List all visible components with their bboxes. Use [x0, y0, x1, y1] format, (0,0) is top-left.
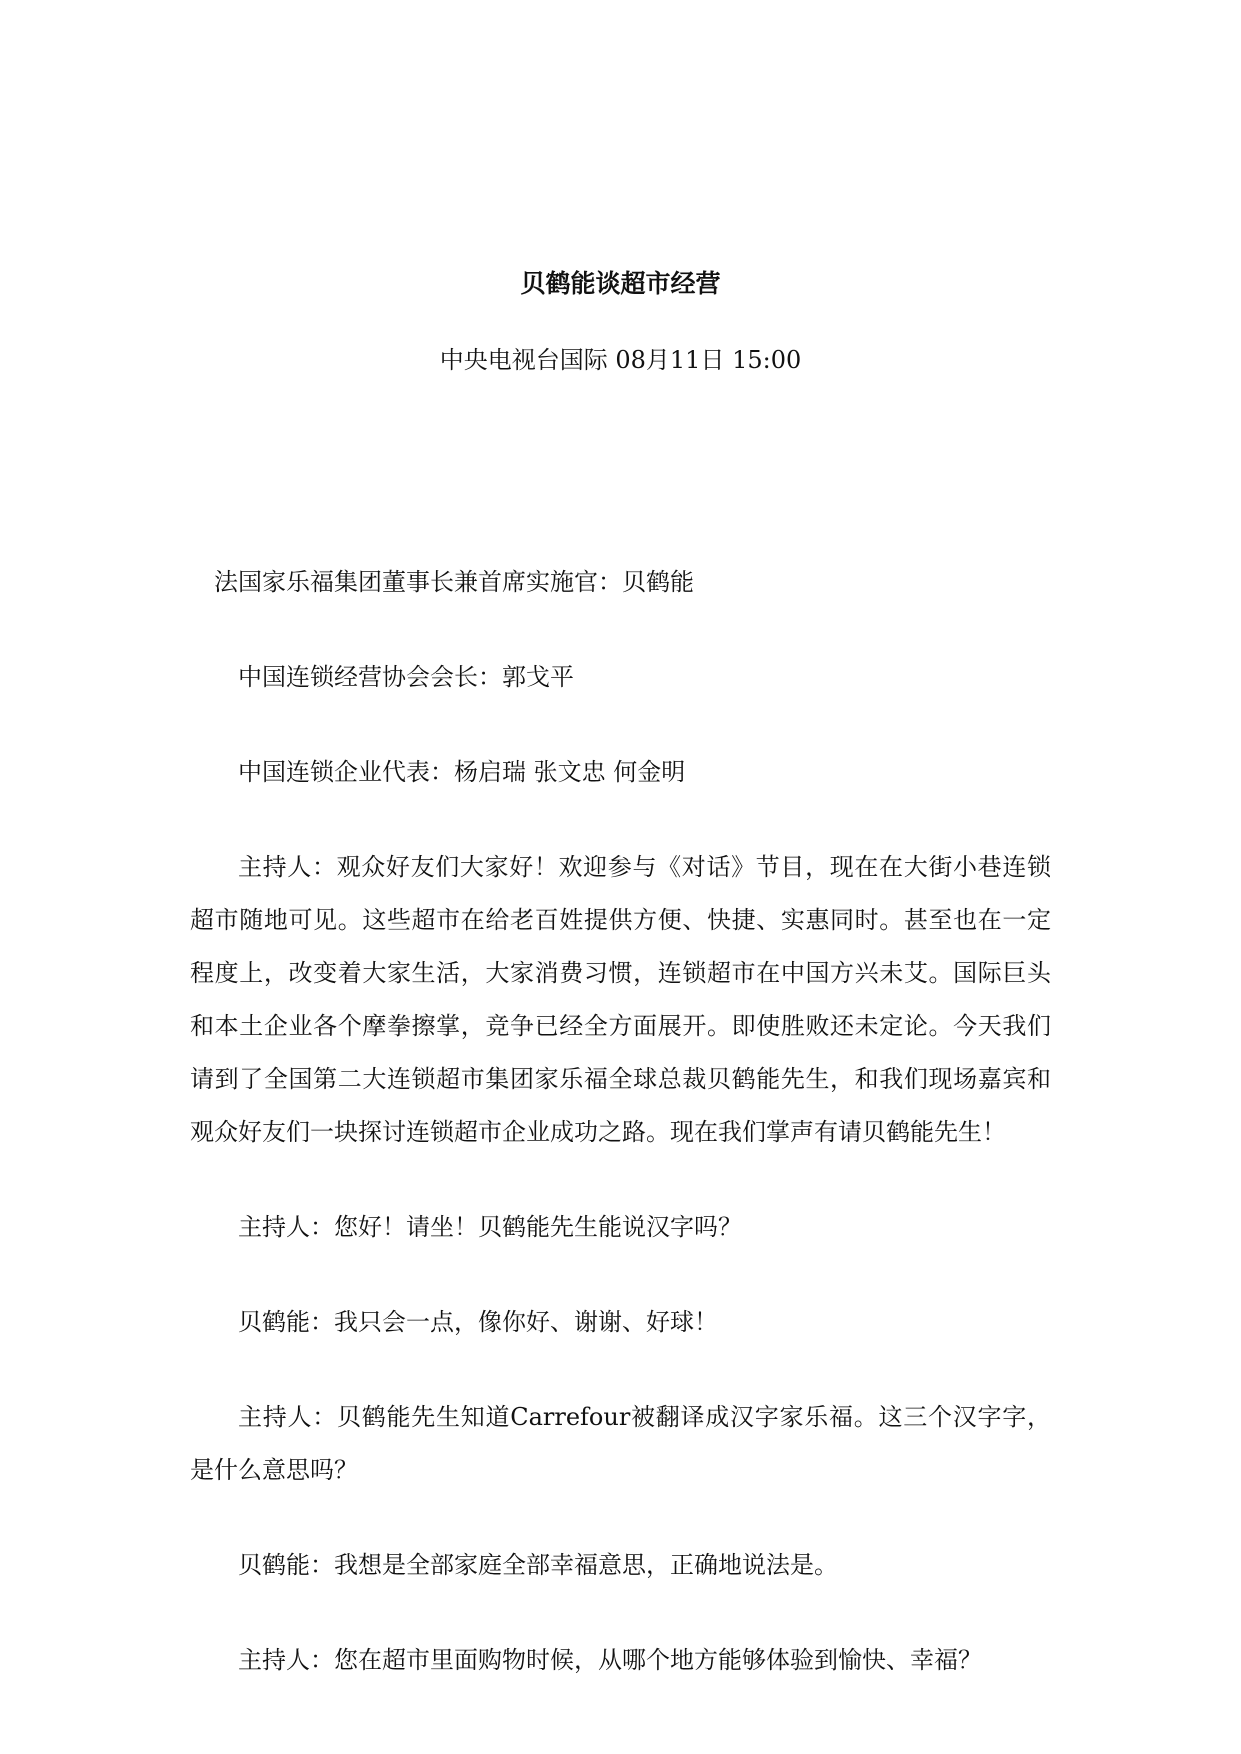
paragraph-host-question-2: 主持人：贝鹤能先生知道Carrefour被翻译成汉字家乐福。这三个汉字字，是什么意思吗？ [190, 1403, 1051, 1484]
paragraph-host-question-3: 主持人：您在超市里面购物时候，从哪个地方能够体验到愉快、幸福？ [238, 1646, 982, 1674]
document-subtitle: 中央电视台国际 08月11日 15:00 [439, 346, 802, 374]
paragraph-representatives: 中国连锁企业代表：杨启瑞 张文忠 何金明 [238, 758, 686, 786]
document-title: 贝鹤能谈超市经营 [520, 269, 721, 298]
paragraph-host-intro: 主持人：观众好友们大家好！欢迎参与《对话》节目，现在在大街小巷连锁超市随地可见。这些超市在给老百姓提供方便、快捷、实惠同时。甚至也在一定程度上，改变着大家生活，大家消费习惯，连锁超市在中国方兴未艾。国际巨头和本土企业各个摩拳擦掌，竞争已经全方面展开。即使胜败还未定论。今天我们请到了全国第二大连锁超市集团家乐福全球总裁贝鹤能先生，和我们现场嘉宾和观众好友们一块探讨连锁超市企业成功之路。现在我们掌声有请贝鹤能先生！ [190, 853, 1051, 1146]
paragraph-host-question-1: 主持人：您好！请坐！贝鹤能先生能说汉字吗？ [238, 1213, 742, 1241]
paragraph-chairman: 法国家乐福集团董事长兼首席实施官：贝鹤能 [214, 568, 694, 596]
paragraph-guest-answer-2: 贝鹤能：我想是全部家庭全部幸福意思，正确地说法是。 [238, 1551, 838, 1579]
paragraph-guest-answer-1: 贝鹤能：我只会一点，像你好、谢谢、好球！ [238, 1308, 718, 1336]
document-body [190, 556, 1051, 1729]
paragraph-association: 中国连锁经营协会会长：郭戈平 [238, 663, 574, 691]
